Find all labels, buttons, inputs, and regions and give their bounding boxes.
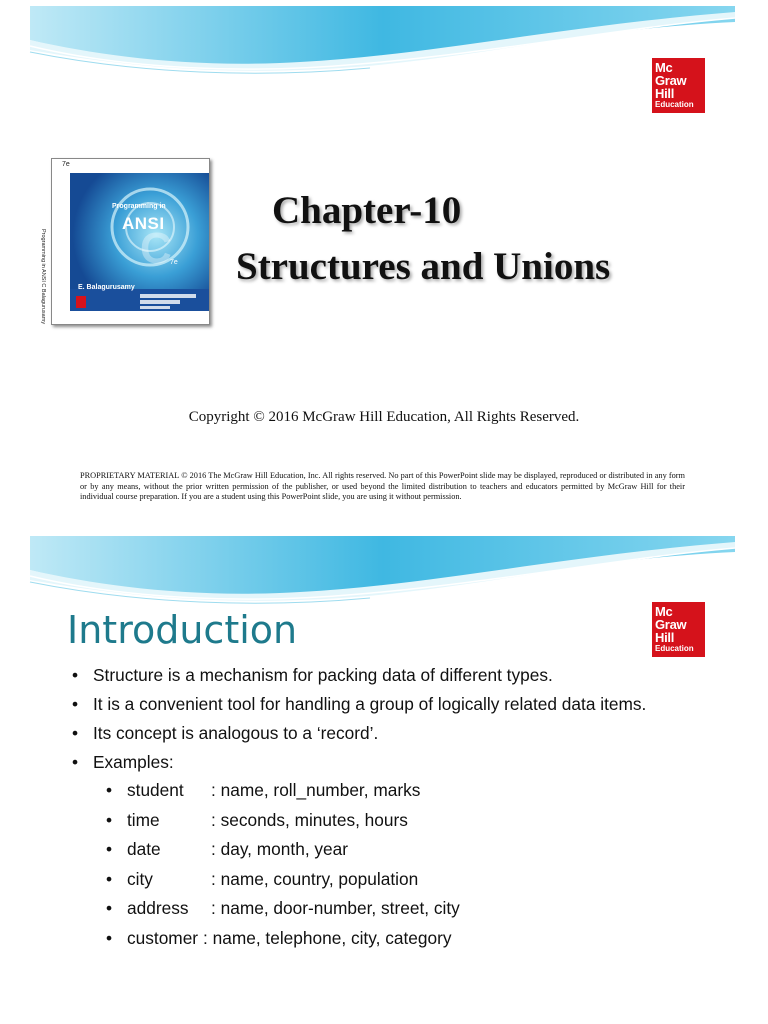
chapter-subtitle: Structures and Unions xyxy=(236,245,611,288)
book-title: ANSI xyxy=(122,214,165,233)
example-item: • address : name, door-number, street, city xyxy=(106,898,460,919)
examples-list xyxy=(106,779,692,949)
list-item: • Examples: • student : name, roll_number, marks • time : seconds, minutes, hours • date : day, month, year • city : name, country, population • address : name, door-number, street, city • customer : name, telephone, city, category xyxy=(72,751,692,949)
list-item: • Structure is a mechanism for packing data of different types. xyxy=(72,665,553,685)
example-item: • date : day, month, year xyxy=(106,839,349,860)
decorative-wave-banner xyxy=(0,530,768,610)
slide-title: Introduction xyxy=(67,608,298,652)
example-item: • customer : name, telephone, city, category xyxy=(106,927,452,948)
copyright-line: Copyright © 2016 McGraw Hill Education, All Rights Reserved. xyxy=(188,409,580,425)
proprietary-notice: PROPRIETARY MATERIAL © 2016 The McGraw Hill Education, Inc. All rights reserved. No part of this PowerPoint slide may be displayed, reproduced or distributed in any form or by any means, without the prior written permission of the publisher, or used beyond the limited distribution to teachers and educators permitted by McGraw Hill for their individual course preparation. If you are a student using this PowerPoint slide, you are using it without permission. xyxy=(80,471,685,501)
svg-text:C: C xyxy=(140,224,172,273)
book-edition-side: 7e xyxy=(170,259,178,266)
list-item: • It is a convenient tool for handling a group of logically related data items. xyxy=(72,694,647,714)
slide-separator xyxy=(0,512,768,530)
mcgraw-hill-logo: Mc Graw Hill Education xyxy=(652,58,705,113)
list-item: • Its concept is analogous to a ‘record’. xyxy=(72,723,379,743)
book-series: Programming in xyxy=(112,203,166,210)
chapter-title: Chapter-10 xyxy=(272,189,462,232)
book-cover-image xyxy=(40,158,210,325)
book-spine-text: Programming in ANSI C Balagurusamy xyxy=(40,229,46,325)
mcgraw-hill-logo: Mc Graw Hill Education xyxy=(652,602,705,657)
bullet-list xyxy=(72,664,692,957)
book-edition-top: 7e xyxy=(62,161,70,168)
example-item: • time : seconds, minutes, hours xyxy=(106,809,408,830)
book-author: E. Balagurusamy xyxy=(78,284,135,291)
example-item: • city : name, country, population xyxy=(106,868,419,889)
example-item: • student : name, roll_number, marks xyxy=(106,780,421,800)
introduction-slide xyxy=(0,530,768,1024)
book-cover-art xyxy=(52,159,209,324)
